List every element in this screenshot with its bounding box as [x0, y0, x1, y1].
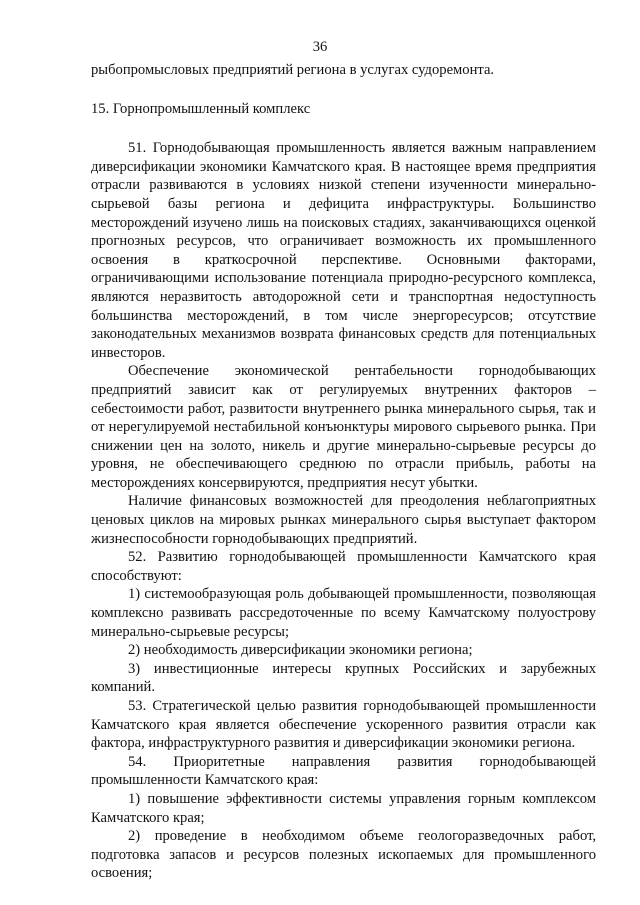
list-item-52-2: 2) необходимость диверсификации экономики региона; — [128, 642, 473, 659]
page-number: 36 — [312, 39, 328, 55]
list-item-54-1: 1) повышение эффективности системы управления горным комплексом Камчатского края; — [91, 790, 596, 826]
paragraph-54: 54. Приоритетные направления развития горнодобывающей промышленности Камчатского края: — [91, 753, 596, 789]
list-item-54-2: 2) проведение в необходимом объеме геологоразведочных работ, подготовка запасов и ресурсов полезных ископаемых для промышленного освоения; — [91, 828, 596, 882]
list-item-52-1: 1) системообразующая роль добывающей промышленности, позволяющая комплексно развивать рассредоточенные по всему Камчатскому полуострову минерально-сырьевые ресурсы; — [91, 586, 596, 640]
paragraph-profitability: Обеспечение экономической рентабельности горнодобывающих предприятий зависит как от регулируемых внутренних факторов – себестоимости работ, развитости внутреннего рынка минерального сырья, так и от нерегулируемой нестабильной конъюнктуры мирового сырьевого рынка. При снижении цен на золото, никель и другие минерально-сырьевые ресурсы до уровня, не обеспечивающего среднюю по отрасли прибыль, работы на месторождениях консервируются, предприятия несут убытки. — [91, 363, 596, 491]
paragraph-53: 53. Стратегической целью развития горнодобывающей промышленности Камчатского края является обеспечение ускоренного развития отрасли как фактора, инфраструктурного развития и диверсификации экономики региона. — [91, 698, 596, 752]
paragraph-51: 51. Горнодобывающая промышленность является важным направлением диверсификации экономики Камчатского края. В настоящее время предприятия отрасли развиваются в условиях низкой степени изученности минерально-сырьевой базы региона и дефицита инфраструктуры. Большинство месторождений изучено лишь на поисковых стадиях, заканчивающихся оценкой прогнозных ресурсов, что ограничивает возможность их промышленного освоения в краткосрочной перспективе. Основными факторами, ограничивающими использование потенциала природно-ресурсного комплекса, являются неразвитость автодорожной сети и транспортная недоступность большинства месторождений, в том числе энергоресурсов; отсутствие законодательных механизмов возврата финансовых средств для потенциальных инвесторов. — [91, 140, 596, 361]
section-title: 15. Горнопромышленный комплекс — [91, 100, 311, 117]
list-item-52-3: 3) инвестиционные интересы крупных Российских и зарубежных компаний. — [91, 660, 596, 696]
continuation-text: рыбопромысловых предприятий региона в услугах судоремонта. — [91, 62, 495, 78]
paragraph-financial: Наличие финансовых возможностей для преодоления неблагоприятных ценовых циклов на мировых рынках минерального сырья выступает фактором жизнеспособности горнодобывающих предприятий. — [91, 493, 596, 547]
paragraph-52: 52. Развитию горнодобывающей промышленности Камчатского края способствуют: — [91, 549, 596, 584]
document-body — [91, 61, 596, 883]
